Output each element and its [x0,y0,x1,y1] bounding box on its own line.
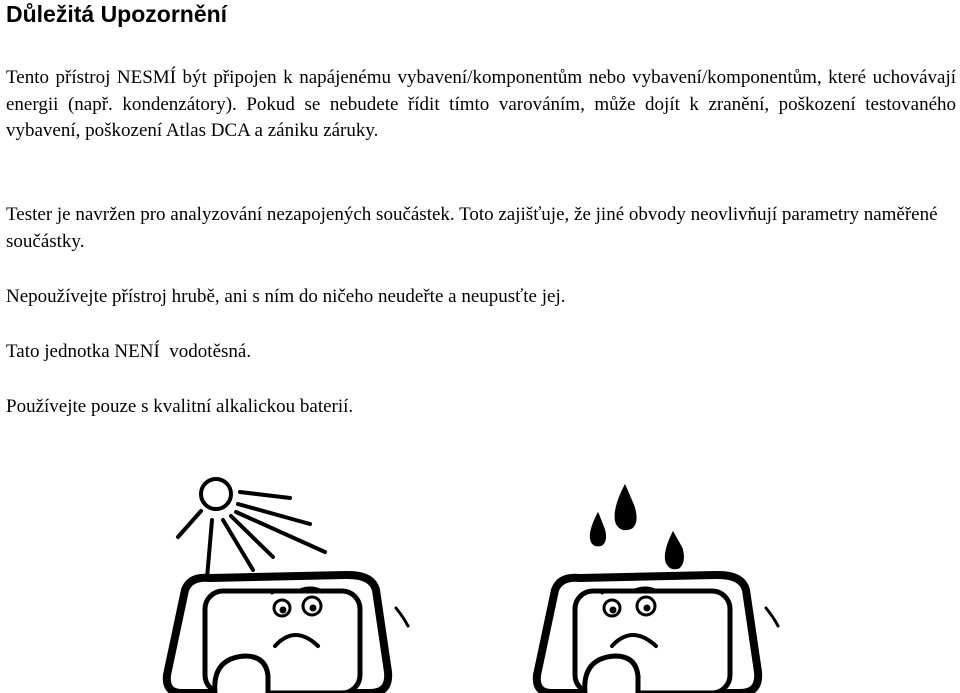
warning-paragraph-power: Tento přístroj NESMÍ být připojen k napájenému vybavení/komponentům nebo vybavení/komponentům, které uchovávají energii (např. kondenzátory). Pokud se nebudete řídit tímto varováním, může dojít k zranění, poškození testovaného vybavení, poškození Atlas DCA a zániku záruky. [6,67,956,141]
page-title: Důležitá Upozornění [6,1,228,27]
warning-paragraph-handling: Nepoužívejte přístroj hrubě, ani s ním do ničeho neudeřte a neupusťte jej. [6,286,566,307]
info-paragraph-unconnected-components: Tester je navržen pro analyzování nezapojených součástek. Toto zajišťuje, že jiné obvody neovlivňují parametry naměřené součástky. [6,204,938,252]
sun-exposure-warning-icon [150,440,450,693]
warning-paragraph-not-waterproof: Tato jednotka NENÍ vodotěsná. [6,341,252,362]
water-drops-warning-icon [520,440,820,693]
info-paragraph-battery: Používejte pouze s kvalitní alkalickou baterií. [6,396,354,417]
